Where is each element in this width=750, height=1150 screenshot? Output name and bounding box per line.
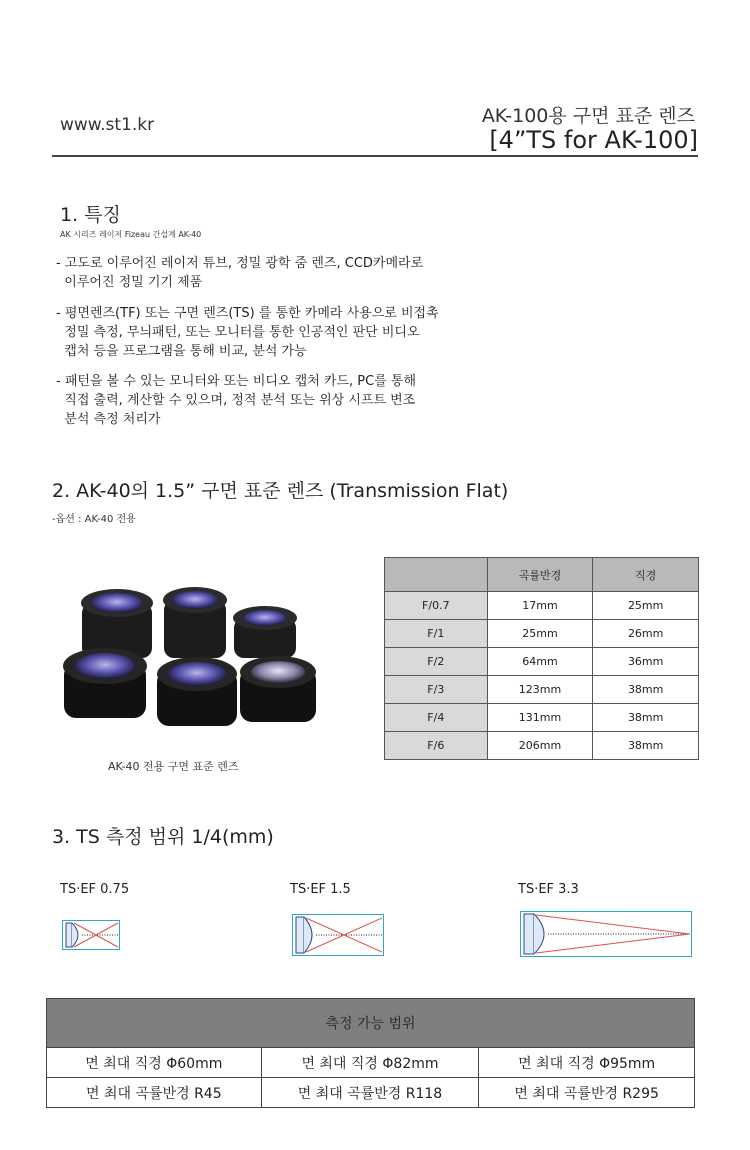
table-header-cell: 직경 <box>593 558 699 592</box>
table-row <box>385 620 699 648</box>
table-cell: 25mm <box>487 620 593 648</box>
table-cell: 면 최대 곡률반경 R45 <box>47 1078 262 1108</box>
lens-photo-caption: AK-40 전용 구면 표준 렌즈 <box>108 760 239 773</box>
range-table-title: 측정 가능 범위 <box>47 999 695 1048</box>
table-cell: 206mm <box>487 732 593 760</box>
header-divider <box>52 155 698 157</box>
table-row <box>47 1078 695 1108</box>
ts-ef-075-label: TS·EF 0.75 <box>60 882 130 897</box>
table-cell: 64mm <box>487 648 593 676</box>
table-cell: F/3 <box>385 676 488 704</box>
table-cell: F/6 <box>385 732 488 760</box>
table-row <box>385 732 699 760</box>
ts-ef-33-label: TS·EF 3.3 <box>518 882 579 897</box>
section-2-option: -옵션 : AK-40 전용 <box>52 514 136 525</box>
table-cell: 38mm <box>593 676 699 704</box>
table-cell: F/1 <box>385 620 488 648</box>
header-subtitle: AK-100용 구면 표준 렌즈 <box>481 105 695 127</box>
section-2-heading: 2. AK-40의 1.5” 구면 표준 렌즈 (Transmission Flat) <box>52 480 509 502</box>
table-cell: 17mm <box>487 592 593 620</box>
ts-ef-075-diagram <box>62 920 120 950</box>
table-row <box>47 1048 695 1078</box>
range-header-row <box>47 999 695 1048</box>
measurement-range-table <box>46 998 695 1108</box>
feature-bullet-3: - 패턴을 볼 수 있는 모니터와 또는 비디오 캡처 카드, PC를 통해 직접 출력, 계산할 수 있으며, 정적 분석 또는 위상 시프트 변조 분석 측정 처리가 <box>56 374 417 427</box>
table-cell: 면 최대 직경 Φ60mm <box>47 1048 262 1078</box>
ts-ef-15-label: TS·EF 1.5 <box>290 882 351 897</box>
table-header-row <box>385 558 699 592</box>
table-cell: 면 최대 곡률반경 R295 <box>479 1078 695 1108</box>
table-cell: 131mm <box>487 704 593 732</box>
site-url[interactable]: www.st1.kr <box>60 115 155 135</box>
table-cell: 26mm <box>593 620 699 648</box>
table-header-cell <box>385 558 488 592</box>
table-cell: 면 최대 직경 Φ82mm <box>261 1048 479 1078</box>
table-row <box>385 704 699 732</box>
table-cell: 38mm <box>593 704 699 732</box>
table-row <box>385 676 699 704</box>
section-1-caption: AK 시리즈 레이저 Fizeau 간섭계 AK-40 <box>60 230 202 239</box>
table-cell: F/4 <box>385 704 488 732</box>
table-cell: 25mm <box>593 592 699 620</box>
table-row <box>385 592 699 620</box>
section-3-heading: 3. TS 측정 범위 1/4(mm) <box>52 826 274 848</box>
lens-photo <box>52 578 322 748</box>
page-title: [4”TS for AK-100] <box>489 126 698 154</box>
feature-bullet-2: - 평면렌즈(TF) 또는 구면 렌즈(TS) 를 통한 카메라 사용으로 비접촉 정밀 측정, 무늬패턴, 또는 모니터를 통한 인공적인 판단 비디오 캡처 등을 프로그램을 통해 비교, 분석 가능 <box>56 306 439 359</box>
lens-spec-table <box>384 557 699 760</box>
table-cell: F/2 <box>385 648 488 676</box>
table-cell: F/0.7 <box>385 592 488 620</box>
table-cell: 123mm <box>487 676 593 704</box>
ts-ef-15-diagram <box>292 914 384 956</box>
feature-bullet-1: - 고도로 이루어진 레이저 튜브, 정밀 광학 줌 렌즈, CCD카메라로 이루어진 정밀 기기 제품 <box>56 256 424 290</box>
table-cell: 38mm <box>593 732 699 760</box>
table-cell: 36mm <box>593 648 699 676</box>
table-cell: 면 최대 곡률반경 R118 <box>261 1078 479 1108</box>
ts-ef-33-diagram <box>520 911 692 957</box>
table-row <box>385 648 699 676</box>
section-1-heading: 1. 특징 <box>60 204 121 226</box>
table-cell: 면 최대 직경 Φ95mm <box>479 1048 695 1078</box>
table-header-cell: 곡률반경 <box>487 558 593 592</box>
